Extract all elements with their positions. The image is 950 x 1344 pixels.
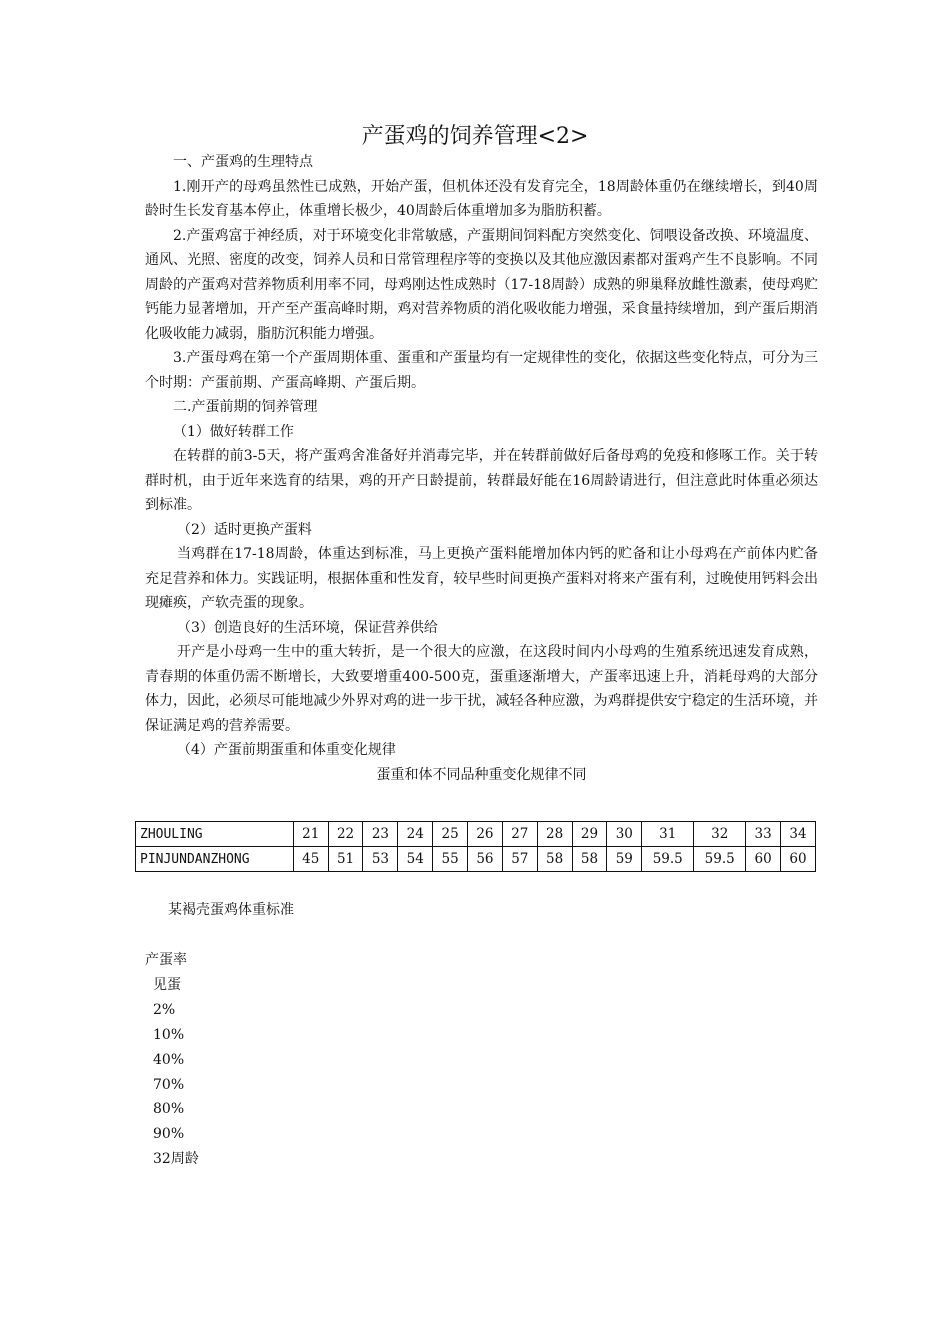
list-item: 80% bbox=[153, 1101, 185, 1118]
table-cell: 60 bbox=[781, 847, 816, 872]
table-cell: PINJUNDANZHONG bbox=[136, 847, 294, 872]
table-cell: ZHOULING bbox=[136, 822, 294, 847]
section-heading-physiology: 一、产蛋鸡的生理特点 bbox=[173, 154, 313, 170]
table-cell: 27 bbox=[502, 822, 537, 847]
list-item: 见蛋 bbox=[153, 976, 181, 993]
paragraph-transfer: 在转群的前3-5天，将产蛋鸡舍准备好并消毒完毕，并在转群前做好后备母鸡的免疫和修啄工作。关于转群时机，由于近年来选育的结果，鸡的开产日龄提前，转群最好能在16周龄请进行，但注意此时体重必须达到标准。 bbox=[145, 448, 818, 513]
table-cell: 53 bbox=[363, 847, 398, 872]
list-item: 2% bbox=[153, 1001, 176, 1018]
page-title: 产蛋鸡的饲养管理<2> bbox=[361, 124, 589, 149]
table-cell: 54 bbox=[398, 847, 433, 872]
subheading-feed-change: （2）适时更换产蛋料 bbox=[177, 521, 312, 538]
list-item: 70% bbox=[153, 1076, 185, 1093]
section-heading-early-stage: 二.产蛋前期的饲养管理 bbox=[173, 399, 318, 415]
paragraph-environment: 开产是小母鸡一生中的重大转折，是一个很大的应激，在这段时间内小母鸡的生殖系统迅速发育成熟，青春期的体重仍需不断增长，大致要增重400-500克，蛋重逐渐增大，产蛋率迅速上升，消耗母鸡的大部分体力，因此，必须尽可能地减少外界对鸡的进一步干扰，减轻各种应激，为鸡群提供安宁稳定的生活环境，并保证满足鸡的营养需要。 bbox=[145, 644, 818, 734]
table-cell: 55 bbox=[433, 847, 468, 872]
table-cell: 56 bbox=[468, 847, 503, 872]
table-title: 蛋重和体不同品种重变化规律不同 bbox=[376, 766, 587, 783]
table-cell: 30 bbox=[607, 822, 642, 847]
table-cell: 33 bbox=[746, 822, 781, 847]
table-row bbox=[136, 822, 816, 847]
table-cell: 57 bbox=[502, 847, 537, 872]
table-cell: 21 bbox=[293, 822, 328, 847]
table-cell: 59.5 bbox=[642, 847, 694, 872]
table-cell: 34 bbox=[781, 822, 816, 847]
list-item: 40% bbox=[153, 1051, 185, 1068]
table-cell: 58 bbox=[572, 847, 607, 872]
table-cell: 58 bbox=[537, 847, 572, 872]
subheading-transfer: （1）做好转群工作 bbox=[173, 423, 294, 440]
subheading-environment: （3）创造良好的生活环境，保证营养供给 bbox=[177, 619, 438, 636]
table-cell: 23 bbox=[363, 822, 398, 847]
table-cell: 51 bbox=[328, 847, 363, 872]
table-row bbox=[136, 847, 816, 872]
laying-rate-list bbox=[145, 948, 199, 1172]
table-cell: 22 bbox=[328, 822, 363, 847]
subheading-weight-rule: （4）产蛋前期蛋重和体重变化规律 bbox=[177, 742, 396, 758]
table-cell: 59.5 bbox=[694, 847, 746, 872]
table-cell: 59 bbox=[607, 847, 642, 872]
table-cell: 25 bbox=[433, 822, 468, 847]
list-item: 32周龄 bbox=[153, 1151, 199, 1168]
laying-rate-label: 产蛋率 bbox=[145, 952, 187, 968]
table-cell: 45 bbox=[293, 847, 328, 872]
paragraph-2: 2.产蛋鸡富于神经质，对于环境变化非常敏感，产蛋期间饲料配方突然变化、饲喂设备改换、环境温度、通风、光照、密度的改变，饲养人员和日常管理程序等的变换以及其他应激因素都对蛋鸡产生不良影响。不同周龄的产蛋鸡对营养物质利用率不同，母鸡刚达性成熟时（17-18周龄）成熟的卵巢释放雌性激素，使母鸡贮钙能力显著增加，开产至产蛋高峰时期，鸡对营养物质的消化吸收能力增强，采食量持续增加，到产蛋后期消化吸收能力减弱，脂肪沉积能力增强。 bbox=[145, 227, 818, 342]
table-cell: 60 bbox=[746, 847, 781, 872]
table-cell: 26 bbox=[468, 822, 503, 847]
document-body bbox=[145, 150, 818, 787]
paragraph-3: 3.产蛋母鸡在第一个产蛋周期体重、蛋重和产蛋量均有一定规律性的变化，依据这些变化特点，可分为三个时期：产蛋前期、产蛋高峰期、产蛋后期。 bbox=[145, 350, 818, 391]
table-cell: 28 bbox=[537, 822, 572, 847]
paragraph-1: 1.刚开产的母鸡虽然性已成熟，开始产蛋，但机体还没有发育完全，18周龄体重仍在继续增长，到40周龄时生长发育基本停止，体重增长极少，40周龄后体重增加多为脂肪积蓄。 bbox=[145, 178, 818, 219]
table-cell: 29 bbox=[572, 822, 607, 847]
egg-weight-table bbox=[135, 821, 816, 872]
list-item: 10% bbox=[153, 1026, 185, 1043]
paragraph-feed-change: 当鸡群在17-18周龄，体重达到标准，马上更换产蛋料能增加体内钙的贮备和让小母鸡在产前体内贮备充足营养和体力。实践证明，根据体重和性发育，较早些时间更换产蛋料对将来产蛋有利，过晚使用钙料会出现瘫痪，产软壳蛋的现象。 bbox=[145, 546, 818, 611]
list-item: 90% bbox=[153, 1126, 185, 1143]
table-cell: 31 bbox=[642, 822, 694, 847]
table-cell: 32 bbox=[694, 822, 746, 847]
table-cell: 24 bbox=[398, 822, 433, 847]
weight-standard-caption: 某褐壳蛋鸡体重标准 bbox=[168, 902, 294, 918]
